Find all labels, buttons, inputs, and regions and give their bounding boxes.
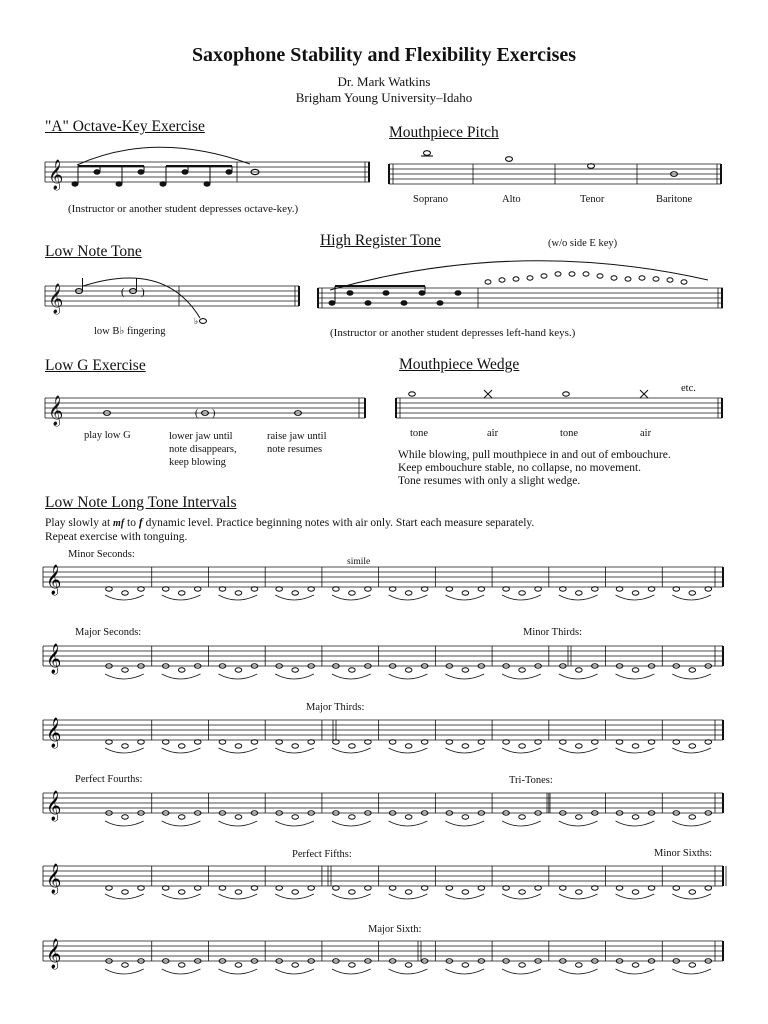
whole-note <box>162 886 169 890</box>
whole-note <box>194 587 201 591</box>
whole-note <box>689 815 696 819</box>
svg-text:𝄞: 𝄞 <box>48 284 64 313</box>
whole-note <box>349 963 356 967</box>
row-label-minor-seconds: Minor Seconds: <box>68 549 135 560</box>
author-name: Dr. Mark Watkins <box>337 74 431 89</box>
whole-note <box>535 886 542 890</box>
wedge-instruction-2: Keep embouchure stable, no collapse, no movement. <box>398 462 642 474</box>
slur <box>389 894 428 899</box>
whole-note <box>349 591 356 595</box>
slur <box>332 894 371 899</box>
whole-note <box>421 587 428 591</box>
treble-clef-icon: 𝄞 <box>46 718 62 747</box>
slur <box>559 674 598 679</box>
whole-note <box>462 591 469 595</box>
whole-note <box>219 886 226 890</box>
whole-note <box>389 587 396 591</box>
whole-note <box>405 815 412 819</box>
whole-note <box>462 815 469 819</box>
row-label-perfect-fifths: Perfect Fifths: <box>292 849 352 860</box>
pitch-label-baritone: Baritone <box>656 194 693 205</box>
whole-note <box>162 740 169 744</box>
whole-note <box>308 740 315 744</box>
low-g-label-lower: lower jaw until note disappears, keep blowing <box>169 431 237 468</box>
whole-note <box>349 890 356 894</box>
intervals-intro: Play slowly at mf to f dynamic level. Practice beginning notes with air only. Start each measure separately. <box>45 517 535 529</box>
whole-note <box>122 890 129 894</box>
whole-note <box>519 890 526 894</box>
whole-note <box>462 963 469 967</box>
whole-note <box>235 744 242 748</box>
whole-note <box>446 886 453 890</box>
whole-note <box>705 587 712 591</box>
institution-name: Brigham Young University–Idaho <box>295 90 473 105</box>
whole-note <box>673 740 680 744</box>
whole-note <box>292 815 299 819</box>
whole-note <box>560 740 567 744</box>
slur <box>672 969 711 974</box>
whole-note <box>616 886 623 890</box>
whole-note <box>421 740 428 744</box>
whole-note <box>292 591 299 595</box>
slur <box>502 595 541 600</box>
whole-note <box>576 963 583 967</box>
svg-text:♭: ♭ <box>194 316 199 326</box>
wedge-staff <box>396 386 726 426</box>
slur <box>275 674 314 679</box>
slur <box>162 894 201 899</box>
svg-text:): ) <box>212 408 216 419</box>
whole-note <box>251 587 258 591</box>
whole-note <box>122 963 129 967</box>
whole-note <box>576 668 583 672</box>
whole-note <box>503 886 510 890</box>
whole-note <box>405 668 412 672</box>
slur <box>332 674 371 679</box>
page-title: Saxophone Stability and Flexibility Exercises <box>191 44 577 66</box>
whole-note <box>705 740 712 744</box>
slur <box>105 595 144 600</box>
pitch-label-tenor: Tenor <box>580 194 605 205</box>
slur <box>105 821 144 826</box>
treble-clef-icon: 𝄞 <box>46 791 62 820</box>
whole-note <box>106 587 113 591</box>
slur <box>275 894 314 899</box>
svg-text:(: ( <box>195 408 199 419</box>
whole-note <box>178 591 185 595</box>
slur <box>105 969 144 974</box>
whole-note <box>138 886 145 890</box>
slur <box>616 674 655 679</box>
whole-note <box>349 815 356 819</box>
wedge-label-tone-2: tone <box>560 428 579 439</box>
treble-clef-icon: 𝄞 <box>46 644 62 673</box>
whole-note <box>576 591 583 595</box>
whole-note <box>576 744 583 748</box>
whole-note <box>235 591 242 595</box>
whole-note <box>235 815 242 819</box>
slur <box>162 595 201 600</box>
whole-note <box>106 740 113 744</box>
whole-note <box>251 886 258 890</box>
treble-clef-icon: 𝄞 <box>46 939 62 968</box>
whole-note <box>519 744 526 748</box>
whole-note <box>292 890 299 894</box>
whole-note <box>122 744 129 748</box>
whole-note <box>592 886 599 890</box>
row-label-major-thirds: Major Thirds: <box>306 702 365 713</box>
slur <box>389 821 428 826</box>
slur <box>502 894 541 899</box>
slur <box>389 674 428 679</box>
slur <box>672 894 711 899</box>
whole-note <box>122 591 129 595</box>
octave-key-caption: (Instructor or another student depresses octave-key.) <box>68 203 299 215</box>
slur <box>332 821 371 826</box>
svg-text:): ) <box>141 286 145 298</box>
octave-key-staff <box>45 140 375 210</box>
slur <box>275 821 314 826</box>
slur <box>275 748 314 753</box>
wedge-etc: etc. <box>681 383 696 394</box>
whole-note <box>519 668 526 672</box>
whole-note <box>478 886 485 890</box>
whole-note <box>616 740 623 744</box>
slur <box>672 821 711 826</box>
whole-note <box>405 963 412 967</box>
whole-note <box>276 740 283 744</box>
whole-note <box>689 890 696 894</box>
slur <box>616 894 655 899</box>
whole-note <box>632 744 639 748</box>
slur <box>502 748 541 753</box>
slur <box>332 969 371 974</box>
treble-clef-icon: 𝄞 <box>46 864 62 893</box>
pitch-label-alto: Alto <box>502 194 521 205</box>
whole-note <box>446 587 453 591</box>
whole-note <box>421 886 428 890</box>
whole-note <box>106 886 113 890</box>
slur <box>275 969 314 974</box>
whole-note <box>194 740 201 744</box>
whole-note <box>519 963 526 967</box>
slur <box>559 894 598 899</box>
slur <box>162 748 201 753</box>
whole-note <box>365 886 372 890</box>
slur <box>105 674 144 679</box>
low-g-label-raise: raise jaw until note resumes <box>267 431 327 455</box>
interval-staff <box>43 854 727 904</box>
low-note-tone-heading: Low Note Tone <box>45 243 142 260</box>
slur <box>389 748 428 753</box>
whole-note <box>389 886 396 890</box>
whole-note <box>648 886 655 890</box>
octave-key-heading: "A" Octave-Key Exercise <box>45 118 205 135</box>
whole-note <box>446 740 453 744</box>
intervals-intro-2: Repeat exercise with tonguing. <box>45 531 188 543</box>
interval-staff <box>43 555 727 605</box>
whole-note <box>292 744 299 748</box>
whole-note <box>276 587 283 591</box>
whole-note <box>251 740 258 744</box>
whole-note <box>308 587 315 591</box>
whole-note <box>462 890 469 894</box>
whole-note <box>178 668 185 672</box>
low-g-heading: Low G Exercise <box>45 357 146 374</box>
whole-note <box>405 890 412 894</box>
svg-text:𝄞: 𝄞 <box>48 396 64 425</box>
slur <box>218 894 257 899</box>
slur <box>218 748 257 753</box>
slur <box>162 821 201 826</box>
side-e-key-note: (w/o side E key) <box>548 238 618 249</box>
high-register-staff <box>318 262 728 322</box>
row-label-minor-thirds: Minor Thirds: <box>523 627 583 638</box>
slur <box>162 969 201 974</box>
whole-note <box>535 587 542 591</box>
intervals-heading: Low Note Long Tone Intervals <box>45 494 237 511</box>
whole-note <box>349 668 356 672</box>
whole-note <box>689 744 696 748</box>
high-register-heading: High Register Tone <box>320 232 441 249</box>
whole-note <box>576 890 583 894</box>
slur <box>275 595 314 600</box>
whole-note <box>138 740 145 744</box>
whole-note <box>632 890 639 894</box>
svg-text:𝄞: 𝄞 <box>48 160 64 189</box>
interval-staff <box>43 708 727 758</box>
slur <box>162 674 201 679</box>
pitch-label-soprano: Soprano <box>413 194 448 205</box>
whole-note <box>673 587 680 591</box>
whole-note <box>276 886 283 890</box>
wedge-instruction-3: Tone resumes with only a slight wedge. <box>398 475 581 487</box>
whole-note <box>235 890 242 894</box>
whole-note <box>219 587 226 591</box>
whole-note <box>292 963 299 967</box>
whole-note <box>478 587 485 591</box>
slur <box>502 969 541 974</box>
slur <box>445 674 484 679</box>
slur <box>559 748 598 753</box>
slur <box>616 821 655 826</box>
slur <box>389 969 428 974</box>
whole-note <box>178 744 185 748</box>
whole-note <box>365 587 372 591</box>
whole-note <box>308 886 315 890</box>
whole-note <box>162 587 169 591</box>
whole-note <box>503 740 510 744</box>
mouthpiece-pitch-staff <box>389 150 724 200</box>
low-g-staff <box>45 394 370 434</box>
slur <box>218 674 257 679</box>
slur <box>105 894 144 899</box>
whole-note <box>235 668 242 672</box>
slur <box>672 595 711 600</box>
whole-note <box>535 740 542 744</box>
whole-note <box>576 815 583 819</box>
low-note-tone-staff <box>45 278 305 328</box>
simile-marking: simile <box>347 557 371 567</box>
svg-text:(: ( <box>121 286 125 298</box>
interval-staff <box>43 634 727 684</box>
whole-note <box>292 668 299 672</box>
slur <box>445 595 484 600</box>
slur <box>559 821 598 826</box>
whole-note <box>648 587 655 591</box>
whole-note <box>519 591 526 595</box>
slur <box>445 748 484 753</box>
slur <box>445 894 484 899</box>
mouthpiece-wedge-heading: Mouthpiece Wedge <box>399 356 520 373</box>
whole-note <box>616 587 623 591</box>
whole-note <box>689 591 696 595</box>
row-label-major-seconds: Major Seconds: <box>75 627 142 638</box>
mouthpiece-pitch-heading: Mouthpiece Pitch <box>389 124 499 141</box>
whole-note <box>122 815 129 819</box>
whole-note <box>689 963 696 967</box>
whole-note <box>194 886 201 890</box>
slur <box>332 595 371 600</box>
whole-note <box>632 963 639 967</box>
high-register-caption: (Instructor or another student depresses left-hand keys.) <box>330 327 576 339</box>
slur <box>218 595 257 600</box>
treble-clef-icon: 𝄞 <box>46 565 62 594</box>
whole-note <box>560 886 567 890</box>
wedge-label-tone-1: tone <box>410 428 429 439</box>
slur <box>445 969 484 974</box>
whole-note <box>503 587 510 591</box>
whole-note <box>592 587 599 591</box>
low-g-label-play: play low G <box>84 430 131 441</box>
whole-note <box>333 587 340 591</box>
slur <box>445 821 484 826</box>
interval-staff <box>43 781 727 831</box>
row-label-tri-tones: Tri-Tones: <box>509 775 553 786</box>
slur <box>559 969 598 974</box>
whole-note <box>705 886 712 890</box>
whole-note <box>462 744 469 748</box>
whole-note <box>178 963 185 967</box>
whole-note <box>333 886 340 890</box>
whole-note <box>632 668 639 672</box>
whole-note <box>648 740 655 744</box>
low-note-tone-caption: low B♭ fingering <box>94 326 166 337</box>
wedge-instruction-1: While blowing, pull mouthpiece in and out of embouchure. <box>398 449 671 461</box>
row-label-perfect-fourths: Perfect Fourths: <box>75 774 143 785</box>
slur <box>218 969 257 974</box>
whole-note <box>178 815 185 819</box>
slur <box>672 674 711 679</box>
whole-note <box>405 591 412 595</box>
wedge-label-air-1: air <box>487 428 499 439</box>
wedge-label-air-2: air <box>640 428 652 439</box>
whole-note <box>478 740 485 744</box>
whole-note <box>673 886 680 890</box>
interval-staff <box>43 929 727 979</box>
whole-note <box>632 591 639 595</box>
whole-note <box>462 668 469 672</box>
whole-note <box>178 890 185 894</box>
whole-note <box>405 744 412 748</box>
slur <box>389 595 428 600</box>
whole-note <box>632 815 639 819</box>
whole-note <box>365 740 372 744</box>
slur <box>332 748 371 753</box>
slur <box>502 821 541 826</box>
whole-note <box>333 740 340 744</box>
row-label-minor-sixths: Minor Sixths: <box>654 848 713 859</box>
whole-note <box>389 740 396 744</box>
whole-note <box>349 744 356 748</box>
slur <box>218 821 257 826</box>
whole-note <box>560 587 567 591</box>
slur <box>672 748 711 753</box>
whole-note <box>235 963 242 967</box>
slur <box>502 674 541 679</box>
whole-note <box>519 815 526 819</box>
slur <box>616 969 655 974</box>
slur <box>616 748 655 753</box>
whole-note <box>592 740 599 744</box>
row-label-major-sixth: Major Sixth: <box>368 924 422 935</box>
whole-note <box>689 668 696 672</box>
slur <box>616 595 655 600</box>
slur <box>559 595 598 600</box>
whole-note <box>122 668 129 672</box>
whole-note <box>219 740 226 744</box>
slur <box>105 748 144 753</box>
whole-note <box>138 587 145 591</box>
